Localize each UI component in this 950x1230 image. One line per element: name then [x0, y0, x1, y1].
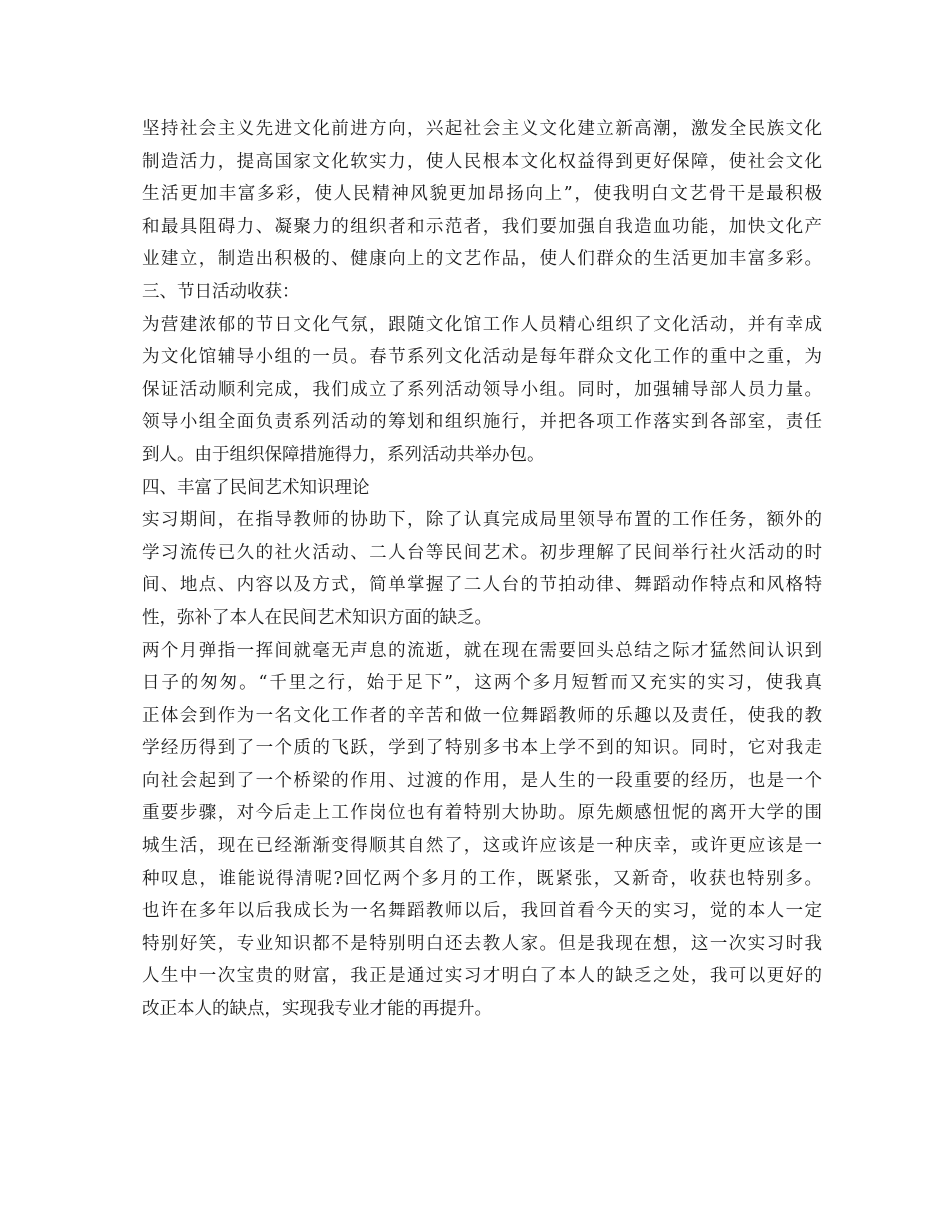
text-line: 和最具阻碍力、凝聚力的组织者和示范者，我们要加强自我造血功能，加快文化产	[142, 216, 822, 237]
text-line: 性，弥补了本人在民间艺术知识方面的缺乏。	[142, 607, 492, 628]
text-line: 特别好笑，专业知识都不是特别明白还去教人家。但是我现在想，这一次实习时我	[142, 933, 822, 954]
text-line: 学习流传已久的社火活动、二人台等民间艺术。初步理解了民间举行社火活动的时	[142, 542, 822, 563]
text-line: 制造活力，提高国家文化软实力，使人民根本文化权益得到更好保障，使社会文化	[142, 151, 822, 172]
text-line: 业建立，制造出积极的、健康向上的文艺作品，使人们群众的生活更加丰富多彩。	[142, 249, 822, 270]
text-line: 实习期间，在指导教师的协助下，除了认真完成局里领导布置的工作任务，额外的	[142, 510, 822, 531]
text-line: 到人。由于组织保障措施得力，系列活动共举办包。	[142, 444, 545, 465]
text-line: 种叹息，谁能说得清呢?回忆两个多月的工作，既紧张，又新奇，收获也特别多。	[142, 868, 822, 889]
section-heading: 三、节日活动收获：	[142, 281, 300, 302]
text-line: 改正本人的缺点，实现我专业才能的再提升。	[142, 999, 492, 1020]
text-line: 两个月弹指一挥间就毫无声息的流逝，就在现在需要回头总结之际才猛然间认识到	[142, 640, 822, 661]
text-line: 日子的匆匆。“千里之行，始于足下”，这两个多月短暂而又充实的实习，使我真	[142, 673, 822, 694]
document-body	[142, 113, 822, 1026]
section-heading: 四、丰富了民间艺术知识理论	[142, 477, 370, 498]
text-line: 学经历得到了一个质的飞跃，学到了特别多书本上学不到的知识。同时，它对我走	[142, 738, 822, 759]
text-line: 保证活动顺利完成，我们成立了系列活动领导小组。同时，加强辅导部人员力量。	[142, 379, 822, 400]
text-line: 也许在多年以后我成长为一名舞蹈教师以后，我回首看今天的实习，觉的本人一定	[142, 901, 822, 922]
text-line: 城生活，现在已经渐渐变得顺其自然了，这或许应该是一种庆幸，或许更应该是一	[142, 836, 822, 857]
text-line: 生活更加丰富多彩，使人民精神风貌更加昂扬向上”，使我明白文艺骨干是最积极	[142, 184, 822, 205]
text-line: 人生中一次宝贵的财富，我正是通过实习才明白了本人的缺乏之处，我可以更好的	[142, 966, 822, 987]
text-line: 为文化馆辅导小组的一员。春节系列文化活动是每年群众文化工作的重中之重，为	[142, 347, 822, 368]
text-line: 间、地点、内容以及方式，简单掌握了二人台的节拍动律、舞蹈动作特点和风格特	[142, 575, 822, 596]
text-line: 为营建浓郁的节日文化气氛，跟随文化馆工作人员精心组织了文化活动，并有幸成	[142, 314, 822, 335]
text-line: 坚持社会主义先进文化前进方向，兴起社会主义文化建立新高潮，激发全民族文化	[142, 119, 822, 139]
text-line: 领导小组全面负责系列活动的筹划和组织施行，并把各项工作落实到各部室，责任	[142, 412, 822, 433]
text-line: 正体会到作为一名文化工作者的辛苦和做一位舞蹈教师的乐趣以及责任，使我的教	[142, 705, 822, 726]
text-line: 重要步骤，对今后走上工作岗位也有着特别大协助。原先颇感忸怩的离开大学的围	[142, 803, 822, 824]
text-line: 向社会起到了一个桥梁的作用、过渡的作用，是人生的一段重要的经历，也是一个	[142, 770, 822, 791]
